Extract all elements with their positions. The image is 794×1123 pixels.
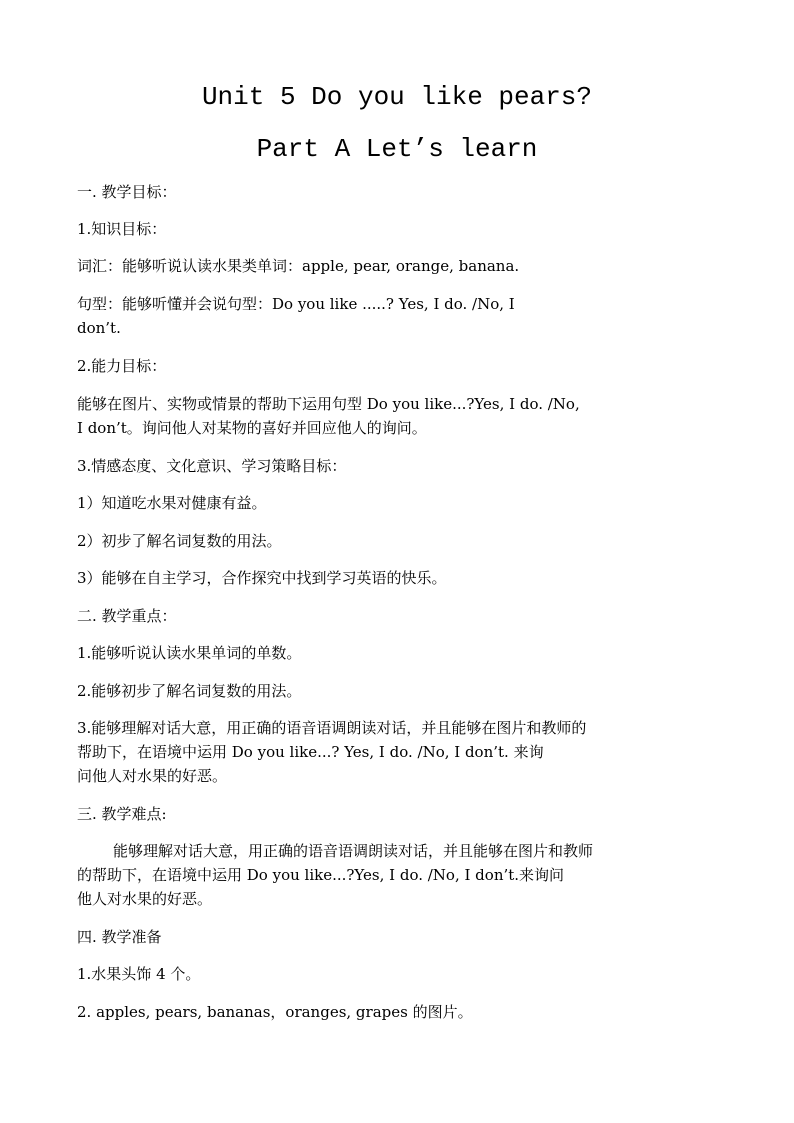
key-point-1: 1.能够听说认读水果单词的单数。 xyxy=(77,644,302,662)
attitude-goal-3: 3）能够在自主学习，合作探究中找到学习英语的快乐。 xyxy=(77,569,447,587)
section-heading-preparation: 四. 教学准备 xyxy=(77,928,162,946)
knowledge-objective-heading: 1.知识目标： xyxy=(77,220,167,238)
difficulty-line-3: 他人对水果的好恶。 xyxy=(77,890,213,908)
attitude-objective-heading: 3.情感态度、文化意识、学习策略目标： xyxy=(77,457,347,475)
sentence-pattern-line-1: 句型：能够听懂并会说句型：Do you like .....? Yes, I do. /No, I xyxy=(77,295,515,313)
vocabulary-line: 词汇：能够听说认读水果类单词：apple, pear, orange, banana. xyxy=(77,257,520,275)
ability-objective-heading: 2.能力目标： xyxy=(77,357,167,375)
ability-objective-line-2: I don’t。询问他人对某物的喜好并回应他人的询问。 xyxy=(77,419,427,437)
attitude-goal-2: 2）初步了解名词复数的用法。 xyxy=(77,532,282,550)
preparation-item-2: 2. apples, pears, bananas，oranges, grapes 的图片。 xyxy=(77,1003,473,1021)
preparation-item-1: 1.水果头饰 4 个。 xyxy=(77,965,201,983)
document-subtitle: Part A Let’s learn xyxy=(256,134,538,164)
key-point-3-line-2: 帮助下，在语境中运用 Do you like...? Yes, I do. /No, I don’t. 来询 xyxy=(77,743,544,761)
ability-objective-line-1: 能够在图片、实物或情景的帮助下运用句型 Do you like...?Yes, I do. /No, xyxy=(77,395,580,413)
difficulty-line-2: 的帮助下，在语境中运用 Do you like...?Yes, I do. /No, I don’t.来询问 xyxy=(77,866,565,884)
sentence-pattern-line-2: don’t. xyxy=(77,319,121,337)
key-point-2: 2.能够初步了解名词复数的用法。 xyxy=(77,682,302,700)
difficulty-line-1: 能够理解对话大意，用正确的语音语调朗读对话，并且能够在图片和教师 xyxy=(113,842,594,860)
section-heading-difficulties: 三. 教学难点: xyxy=(77,805,167,823)
section-heading-objectives: 一. 教学目标： xyxy=(77,183,177,201)
attitude-goal-1: 1）知道吃水果对健康有益。 xyxy=(77,494,267,512)
key-point-3-line-3: 问他人对水果的好恶。 xyxy=(77,767,228,785)
key-point-3-line-1: 3.能够理解对话大意，用正确的语音语调朗读对话，并且能够在图片和教师的 xyxy=(77,719,587,737)
document-title: Unit 5 Do you like pears? xyxy=(201,82,593,112)
section-heading-key-points: 二. 教学重点： xyxy=(77,607,177,625)
